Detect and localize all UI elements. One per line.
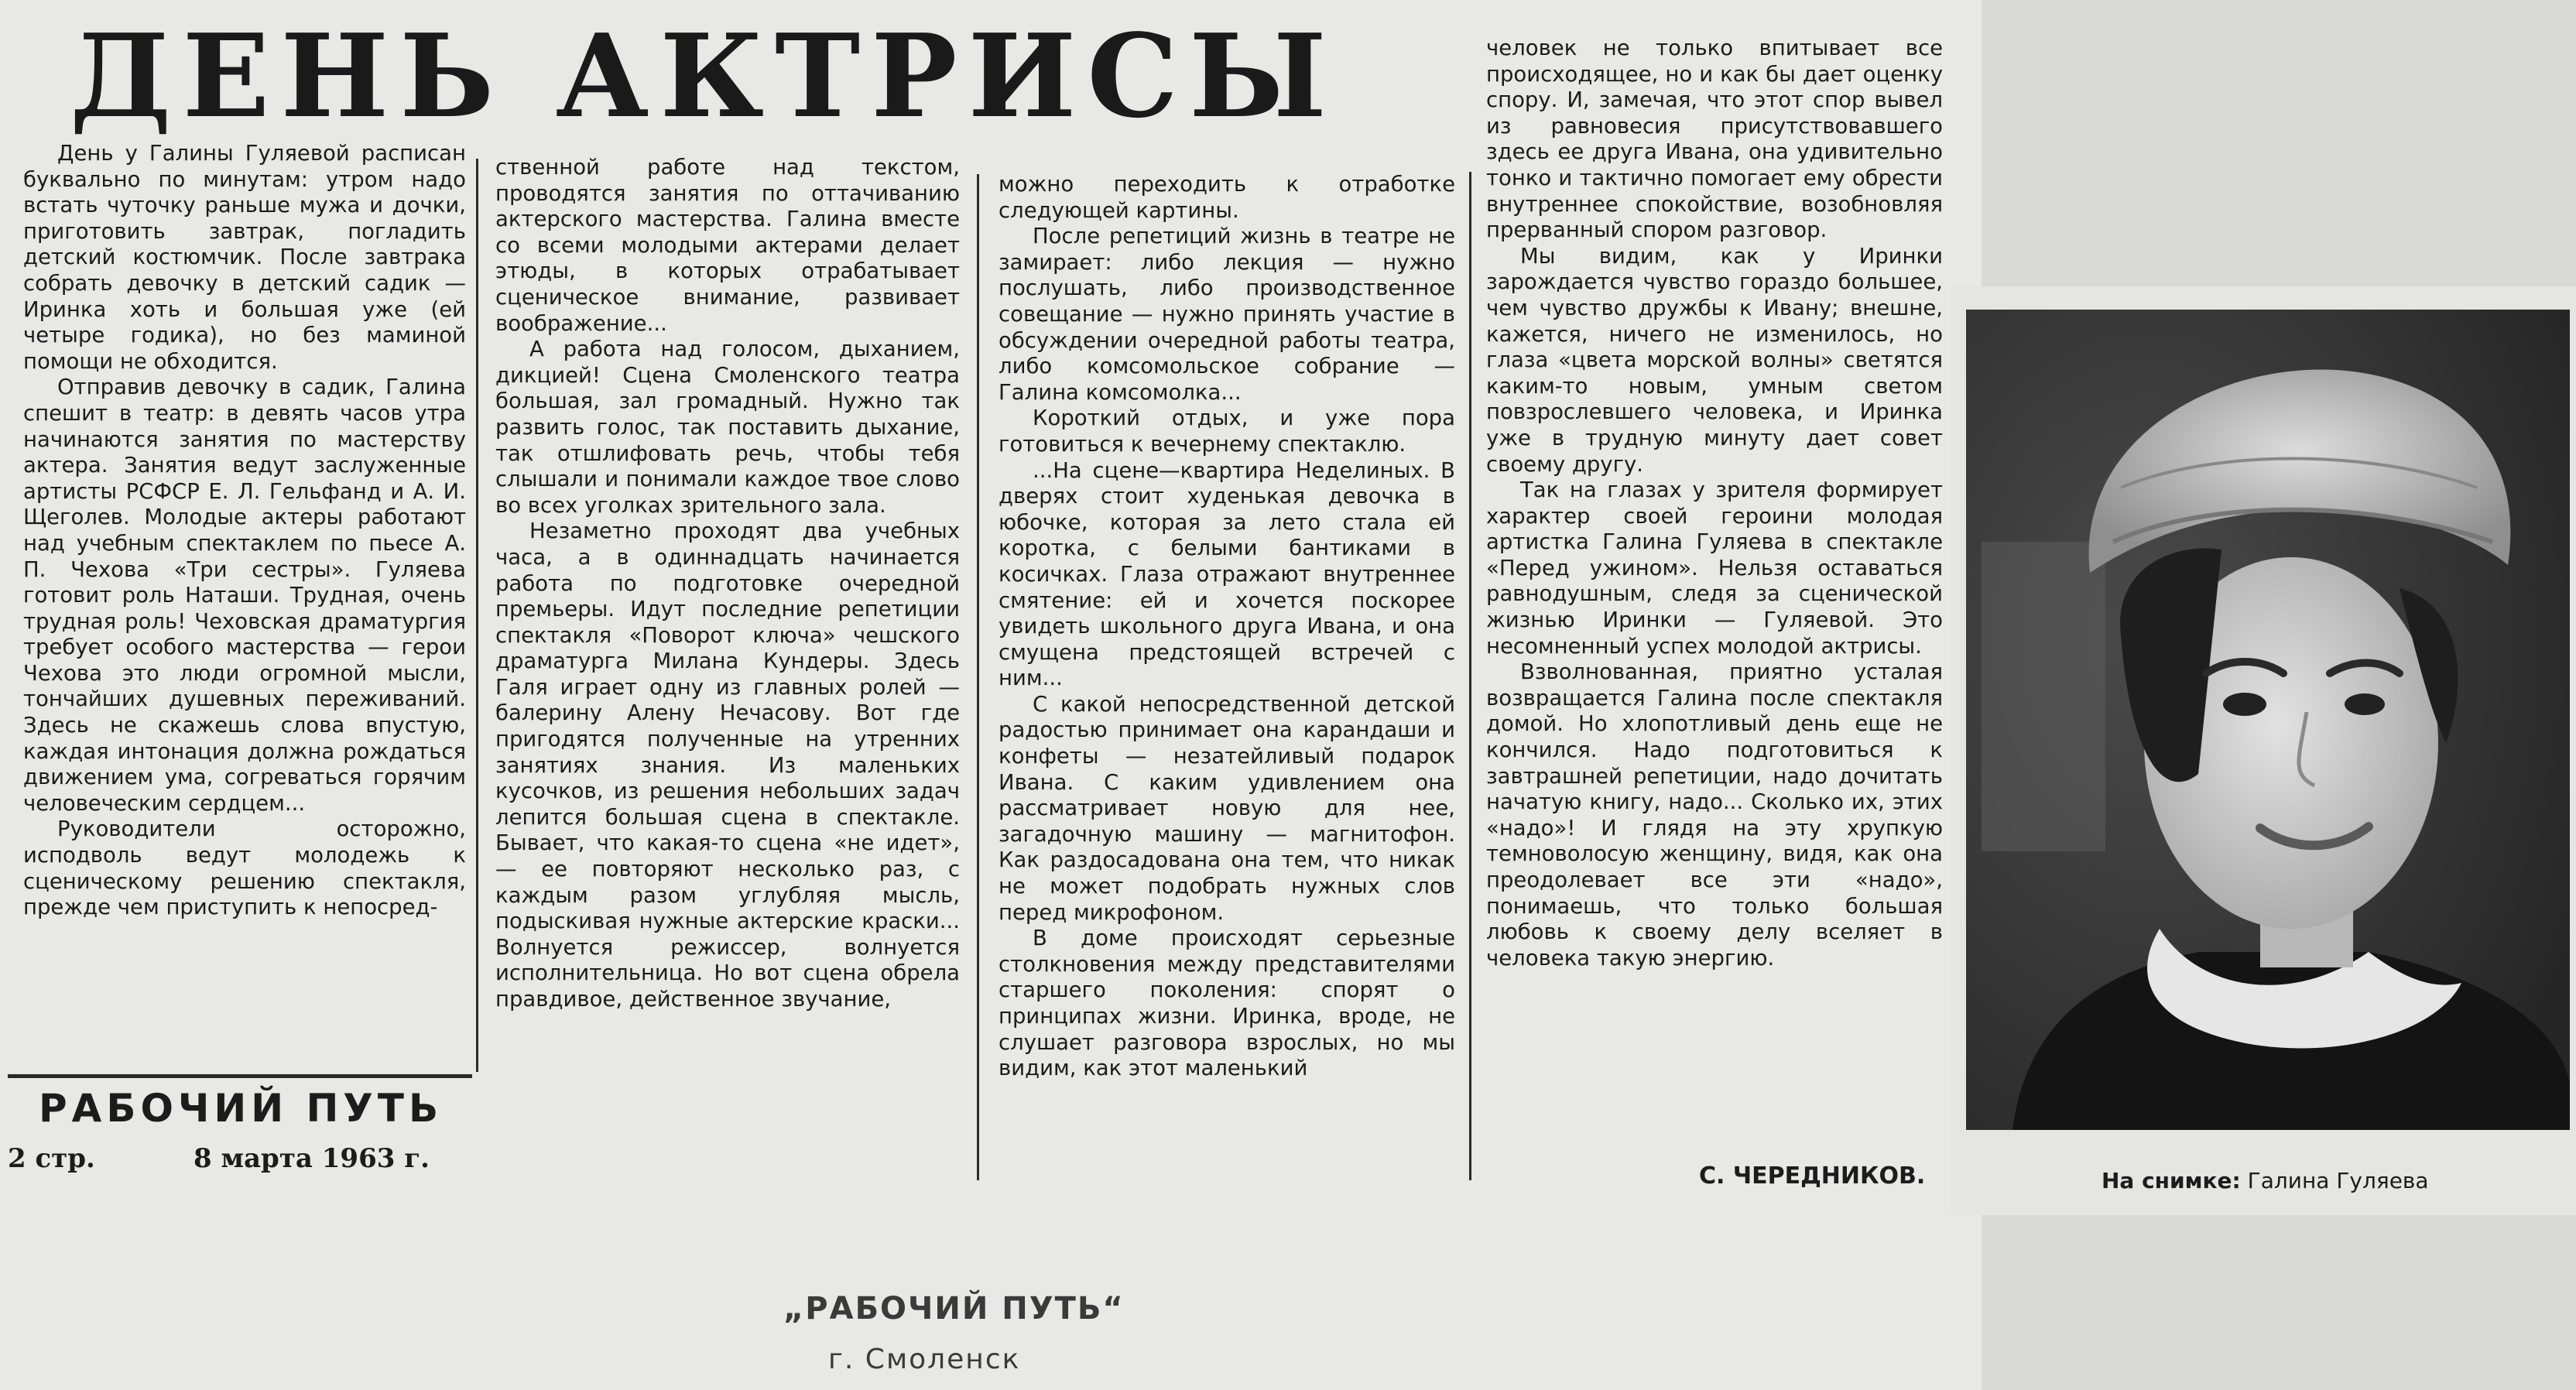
caption-label: На снимке: [2102,1168,2241,1193]
issue-info [8,1142,441,1180]
paragraph: можно переходить к отработке следующей картины. [999,172,1455,223]
author-signature: С. ЧЕРЕДНИКОВ. [1699,1162,1926,1190]
caption-name: Галина Гуляева [2247,1168,2429,1193]
paragraph: Короткий отдых, и уже пора готовиться к вечернему спектаклю. [999,406,1455,457]
paragraph: Мы видим, как у Иринки зарождается чувство гораздо большее, чем чувство дружбы к Ивану; внешне, кажется, ничего не изменилось, но глаза «цвета морской волны» светятся каким-то новым, умным светом повзрослевшего человека, и Иринка уже в трудную минуту дает совет своему другу. [1486,243,1943,477]
source-stamp-title: „РАБОЧИЙ ПУТЬ“ [783,1291,1125,1327]
article-column-2 [495,155,960,1013]
paragraph: Отправив девочку в садик, Галина спешит в театр: в девять часов утра начинаются занятия по мастерству актера. Занятия ведут заслуженные артисты РСФСР Е. Л. Гельфанд и А. И. Щеголев. Молодые актеры работают над учебным спектаклем по пьесе А. П. Чехова «Три сестры». Гуляева готовит роль Наташи. Трудная, очень трудная роль! Чеховская драматургия требует особого мастерства — герои Чехова это люди огромной мысли, тончайших душевных переживаний. Здесь не скажешь слова впустую, каждая интонация должна рождаться движением ума, согреваться горячим человеческим сердцем... [23,375,466,816]
paragraph: Взволнованная, приятно усталая возвращается Галина после спектакля домой. Но хлопотливый день еще не кончился. Надо подготовиться к завтрашней репетиции, надо дочитать начатую книгу, надо... Сколько их, этих «надо»! И глядя на эту хрупкую темноволосую женщину, видя, как она преодолевает все эти «надо», понимаешь, что только большая любовь к своему делу вселяет в человека такую энергию. [1486,659,1943,971]
paragraph: ственной работе над текстом, проводятся занятия по оттачиванию актерского мастерства. Галина вместе со всеми молодыми актерами делает этюды, в которых отрабатывает сценическое внимание, развивает воображение... [495,155,960,336]
paragraph: Незаметно проходят два учебных часа, а в одиннадцать начинается работа по подготовке очередной премьеры. Идут последние репетиции спектакля «Поворот ключа» чешского драматурга Милана Кундеры. Здесь Галя играет одну из главных ролей — балерину Алену Нечасову. Вот где пригодятся полученные на утренних занятиях знания. Из маленьких кусочков, из решения небольших задач лепится большая сцена в спектакле. Бывает, что какая-то сцена «не идет», — ее повторяют несколько раз, с каждым разом углубляя мысль, подыскивая нужные актерские краски... Волнуется режиссер, волнуется исполнительница. Но вот сцена обрела правдивое, действенное звучание, [495,519,960,1012]
source-stamp-city: г. Смоленск [828,1344,1021,1375]
paragraph: ...На сцене—квартира Неделиных. В дверях стоит худенькая девочка в юбочке, которая за лето стала ей коротка, с белыми бантиками в косичках. Глаза отражают внутреннее смятение: ей и хочется поскорее увидеть школьного друга Ивана, и она смущена предстоящей встречей с ним... [999,457,1455,691]
photo-caption [2102,1166,2429,1197]
paragraph: После репетиций жизнь в театре не замирает: либо лекция — нужно послушать, либо производственное совещание — нужно принять участие в обсуждении очередной работы театра, либо комсомольское собрание — Галина комсомолка... [999,224,1455,405]
masthead-rule [8,1074,472,1078]
column-rule [1469,172,1471,1180]
paragraph: человек не только впитывает все происходящее, но и как бы дает оценку спору. И, замечая, что этот спор вывел из равновесия присутствовавшего здесь ее друга Ивана, она удивительно тонко и тактично помогает ему обрести внутреннее спокойствие, возобновляя прерванный спором разговор. [1486,36,1943,243]
column-rule [476,159,478,1072]
portrait-illustration [1966,310,2570,1130]
paragraph: День у Галины Гуляевой расписан буквально по минутам: утром надо встать чуточку раньше мужа и дочки, приготовить завтрак, погладить детский костюмчик. После завтрака собрать девочку в детский садик — Иринка хоть и большая уже (ей четыре годика), но без маминой помощи не обходится. [23,141,466,374]
portrait-photo [1966,310,2570,1130]
column-rule [977,174,979,1180]
headline: ДЕНЬ АКТРИСЫ [70,9,1338,143]
paragraph: С какой непосредственной детской радостью принимает она карандаши и конфеты — незатейливый подарок Ивана. С каким удивлением она рассматривает новую для нее, загадочную машину — магнитофон. Как раздосадована она тем, что никак не может подобрать нужных слов перед микрофоном. [999,691,1455,925]
paragraph: А работа над голосом, дыханием, дикцией! Сцена Смоленского театра большая, зал громадный. Нужно так развить голос, так поставить дыхание, так отшлифовать речь, чтобы тебя слышали и понимали каждое твое слово во всех уголках зрительного зала. [495,337,960,518]
paragraph: Руководители осторожно, исподволь ведут молодежь к сценическому решению спектакля, прежде чем приступить к непосред- [23,817,466,920]
issue-date: 8 марта 1963 г. [194,1143,430,1174]
page-number: 2 стр. [8,1143,95,1174]
paragraph: В доме происходят серьезные столкновения между представителями старшего поколения: спорят о принципах жизни. Иринка, вроде, не слушает разговора взрослых, но мы видим, как этот маленький [999,926,1455,1081]
article-column-4 [1486,36,1943,971]
article-column-1 [23,141,466,921]
paragraph: Так на глазах у зрителя формирует характер своей героини молодая артистка Галина Гуляева в спектакле «Перед ужином». Нельзя оставаться равнодушным, следя за сценической жизнью Иринки — Гуляевой. Это несомненный успех молодой актрисы. [1486,478,1943,659]
newspaper-masthead: РАБОЧИЙ ПУТЬ [39,1086,444,1131]
article-column-3 [999,172,1455,1082]
